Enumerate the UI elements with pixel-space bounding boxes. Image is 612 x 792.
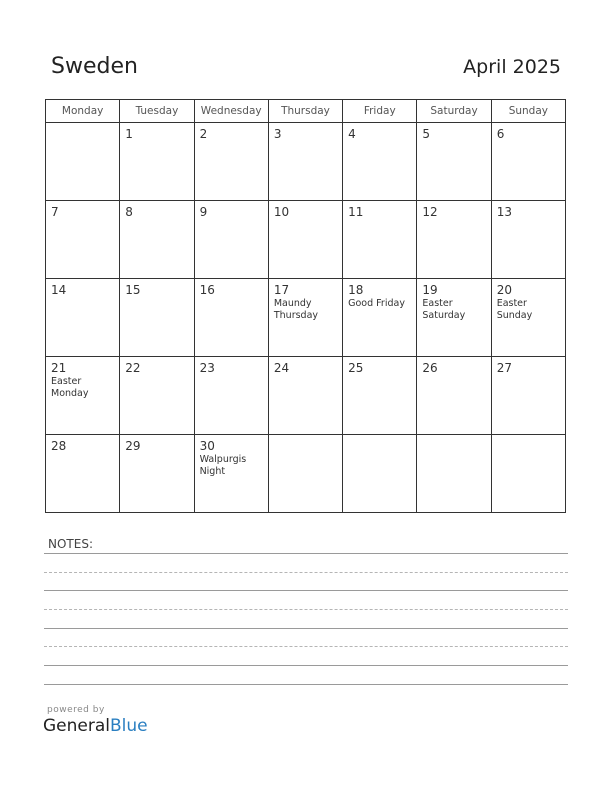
day-number: 1 (125, 127, 133, 141)
note-line (44, 628, 568, 629)
powered-by-text: powered by (47, 705, 105, 715)
week-row (46, 357, 566, 435)
day-number: 20 (496, 283, 512, 297)
day-number: 25 (348, 361, 364, 375)
day-cell (491, 123, 565, 201)
day-cell (417, 201, 491, 279)
empty-day-cell (46, 123, 120, 201)
day-number: 12 (422, 205, 438, 219)
day-number: 19 (422, 283, 438, 297)
day-number: 7 (51, 205, 59, 219)
day-cell (343, 123, 417, 201)
day-cell (46, 435, 120, 513)
empty-day-cell (343, 435, 417, 513)
day-cell (343, 279, 417, 357)
day-cell (417, 279, 491, 357)
day-number: 18 (348, 283, 364, 297)
day-number: 27 (496, 361, 512, 375)
note-line (44, 646, 568, 647)
day-number: 3 (273, 127, 282, 141)
week-row (46, 201, 566, 279)
day-number: 30 (199, 439, 215, 453)
logo-text-blue: Blue (110, 716, 148, 736)
day-number: 2 (199, 127, 208, 141)
week-row (46, 279, 566, 357)
day-number: 10 (273, 205, 290, 219)
day-cell (46, 201, 120, 279)
day-cell (120, 357, 194, 435)
day-cell (120, 435, 194, 513)
empty-day-cell (268, 435, 342, 513)
day-number: 9 (199, 205, 208, 219)
holiday-label: Easter Sunday (496, 298, 533, 321)
weekday-header: Thursday (268, 100, 342, 123)
day-cell (120, 201, 194, 279)
day-number: 14 (51, 283, 67, 297)
country-title: Sweden (51, 54, 138, 79)
day-number: 29 (125, 439, 141, 453)
generalblue-logo[interactable] (43, 716, 148, 736)
day-cell (268, 357, 342, 435)
day-cell (343, 357, 417, 435)
day-number: 8 (125, 205, 133, 219)
empty-day-cell (491, 435, 565, 513)
day-number: 13 (496, 205, 512, 219)
note-line (44, 553, 568, 554)
day-cell (120, 123, 194, 201)
day-number: 24 (273, 361, 290, 375)
logo-text-general: General (43, 716, 110, 736)
day-number: 5 (422, 127, 431, 141)
weekday-header: Saturday (417, 100, 491, 123)
day-cell (268, 279, 342, 357)
day-number: 23 (199, 361, 215, 375)
day-number: 28 (51, 439, 67, 453)
holiday-label: Easter Saturday (422, 298, 466, 321)
day-cell (417, 123, 491, 201)
weekday-header: Friday (343, 100, 417, 123)
day-cell (491, 357, 565, 435)
day-number: 16 (199, 283, 215, 297)
day-cell (46, 357, 120, 435)
day-number: 4 (348, 127, 356, 141)
day-cell (491, 201, 565, 279)
note-line (44, 684, 568, 685)
weekday-header: Wednesday (194, 100, 268, 123)
empty-day-cell (417, 435, 491, 513)
day-cell (343, 201, 417, 279)
week-row (46, 435, 566, 513)
day-cell (417, 357, 491, 435)
holiday-label: Walpurgis Night (199, 454, 247, 477)
holiday-label: Good Friday (348, 298, 405, 309)
day-cell (194, 435, 268, 513)
note-line (44, 665, 568, 666)
weekday-header: Sunday (491, 100, 565, 123)
day-cell (194, 357, 268, 435)
day-cell (194, 201, 268, 279)
note-line (44, 590, 568, 591)
day-cell (194, 123, 268, 201)
day-cell (194, 279, 268, 357)
day-number: 26 (422, 361, 438, 375)
day-number: 15 (125, 283, 141, 297)
weekday-header: Monday (46, 100, 120, 123)
note-line (44, 572, 568, 573)
holiday-label: Easter Monday (51, 376, 89, 399)
month-year-title: April 2025 (463, 56, 561, 78)
note-line (44, 609, 568, 610)
day-cell (268, 201, 342, 279)
day-cell (46, 279, 120, 357)
holiday-label: Maundy Thursday (273, 298, 319, 321)
day-cell (268, 123, 342, 201)
weekday-header-row (46, 100, 566, 123)
day-cell (120, 279, 194, 357)
day-number: 6 (496, 127, 505, 141)
day-number: 22 (125, 361, 141, 375)
day-number: 21 (51, 361, 67, 375)
weekday-header: Tuesday (120, 100, 194, 123)
calendar-grid (45, 99, 566, 513)
week-row (46, 123, 566, 201)
day-number: 11 (348, 205, 364, 219)
day-number: 17 (273, 283, 290, 297)
notes-label: NOTES: (48, 537, 93, 551)
day-cell (491, 279, 565, 357)
